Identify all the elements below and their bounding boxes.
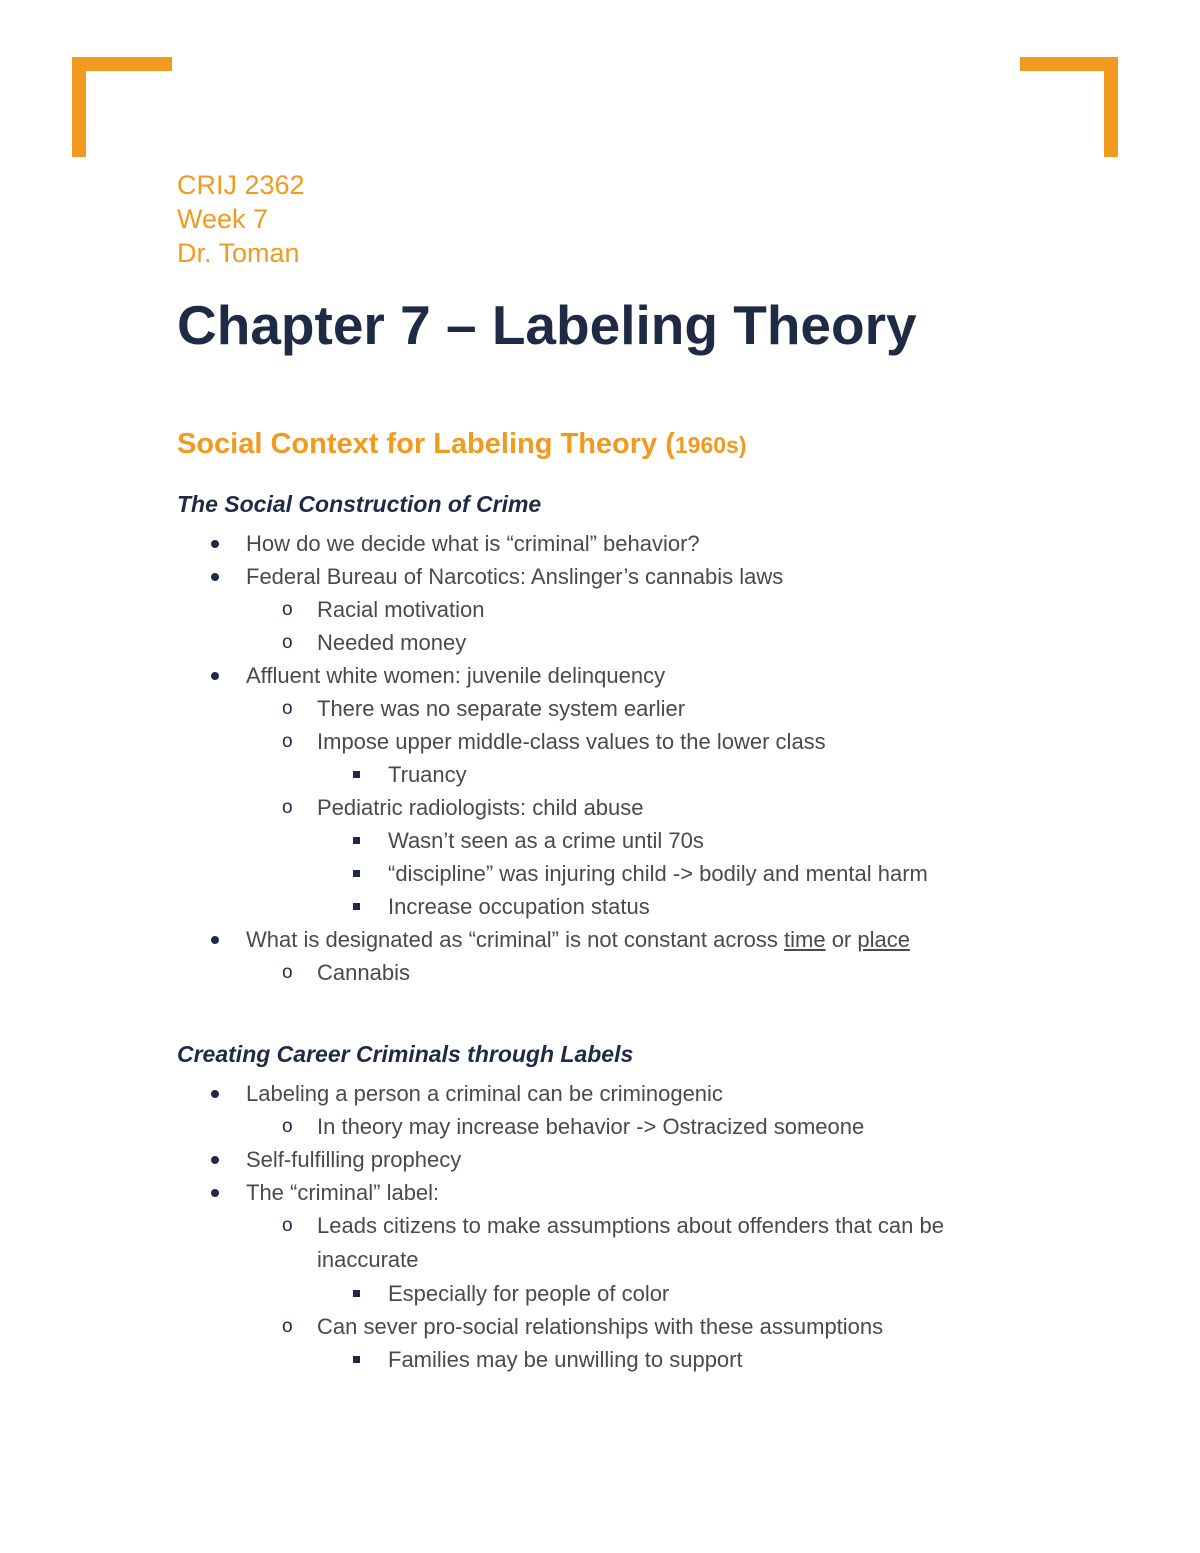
list-item [177, 1310, 1077, 1343]
list-item-text: The “criminal” label: [246, 1180, 440, 1205]
list-item [177, 692, 1077, 725]
bullet-dot-icon [211, 1090, 219, 1098]
list-item [177, 890, 1077, 923]
list-item [177, 758, 1077, 791]
list-item-text: How do we decide what is “criminal” behavior? [246, 531, 700, 556]
list-item-text: Truancy [388, 762, 467, 787]
bullet-circle-icon: o [282, 797, 293, 818]
list-item [177, 923, 1077, 956]
document-content [177, 168, 1077, 1376]
list-item-text: Racial motivation [317, 597, 485, 622]
corner-bracket-top-left [72, 57, 172, 157]
list-item-text: Pediatric radiologists: child abuse [317, 795, 644, 820]
week-label: Week 7 [177, 204, 269, 234]
underlined-place: place [857, 927, 910, 952]
list-item-text: Cannabis [317, 960, 410, 985]
career-criminals-list [177, 1077, 1077, 1376]
list-item [177, 659, 1077, 692]
bullet-square-icon [353, 870, 360, 877]
list-item [177, 1209, 1077, 1277]
list-item-text: There was no separate system earlier [317, 696, 686, 721]
bullet-circle-icon: o [282, 962, 293, 983]
bullet-square-icon [353, 1290, 360, 1297]
list-item [177, 1343, 1077, 1376]
list-item [177, 1110, 1077, 1143]
instructor-name: Dr. Toman [177, 238, 300, 268]
list-item [177, 560, 1077, 593]
bullet-square-icon [353, 837, 360, 844]
list-item-text: Labeling a person a criminal can be criminogenic [246, 1081, 723, 1106]
list-item [177, 824, 1077, 857]
course-code: CRIJ 2362 [177, 170, 305, 200]
list-item [177, 1176, 1077, 1209]
list-item-text: What is designated as “criminal” is not constant across [246, 927, 785, 952]
bullet-square-icon [353, 1356, 360, 1363]
section-title [177, 426, 1077, 463]
list-item [177, 857, 1077, 890]
list-item-text: Families may be unwilling to support [388, 1347, 743, 1372]
list-item-text: Self-fulfilling prophecy [246, 1147, 462, 1172]
bullet-dot-icon [211, 936, 219, 944]
corner-bracket-top-right [1020, 57, 1118, 157]
bullet-square-icon [353, 903, 360, 910]
list-item-text: Needed money [317, 630, 467, 655]
bullet-square-icon [353, 771, 360, 778]
list-item [177, 725, 1077, 758]
bullet-dot-icon [211, 540, 219, 548]
section-title-main: Social Context for Labeling Theory ( [177, 428, 675, 460]
page-title: Chapter 7 – Labeling Theory [177, 294, 917, 356]
list-item [177, 791, 1077, 824]
bullet-circle-icon: o [282, 698, 293, 719]
list-item [177, 1143, 1077, 1176]
bullet-circle-icon: o [282, 1215, 293, 1236]
subheading-social-construction: The Social Construction of Crime [177, 491, 542, 517]
bullet-circle-icon: o [282, 731, 293, 752]
list-item-text: or [825, 927, 858, 952]
list-item [177, 956, 1077, 989]
list-item-text: Impose upper middle-class values to the lower class [317, 729, 826, 754]
bullet-circle-icon: o [282, 1116, 293, 1137]
list-item [177, 1277, 1077, 1310]
list-item [177, 626, 1077, 659]
list-item [177, 527, 1077, 560]
bullet-dot-icon [211, 1189, 219, 1197]
social-construction-list [177, 527, 1077, 989]
list-item [177, 1077, 1077, 1110]
list-item-text: Affluent white women: juvenile delinquency [246, 663, 666, 688]
bullet-circle-icon: o [282, 632, 293, 653]
list-item-text: Increase occupation status [388, 894, 650, 919]
underlined-time: time [784, 927, 826, 952]
list-item-text: Leads citizens to make assumptions about offenders that can be inaccurate [317, 1213, 944, 1272]
bullet-dot-icon [211, 1156, 219, 1164]
subheading-career-criminals: Creating Career Criminals through Labels [177, 1041, 634, 1067]
list-item-text: Especially for people of color [388, 1281, 670, 1306]
bullet-circle-icon: o [282, 1316, 293, 1337]
list-item [177, 593, 1077, 626]
list-item-text: Can sever pro-social relationships with these assumptions [317, 1314, 884, 1339]
list-item-text: Wasn’t seen as a crime until 70s [388, 828, 704, 853]
bullet-circle-icon: o [282, 599, 293, 620]
list-item-text: Federal Bureau of Narcotics: Anslinger’s cannabis laws [246, 564, 784, 589]
bullet-dot-icon [211, 573, 219, 581]
list-item-text: “discipline” was injuring child -> bodily and mental harm [388, 861, 928, 886]
bullet-dot-icon [211, 672, 219, 680]
section-title-year: 1960s) [674, 432, 747, 458]
list-item-text: In theory may increase behavior -> Ostracized someone [317, 1114, 865, 1139]
